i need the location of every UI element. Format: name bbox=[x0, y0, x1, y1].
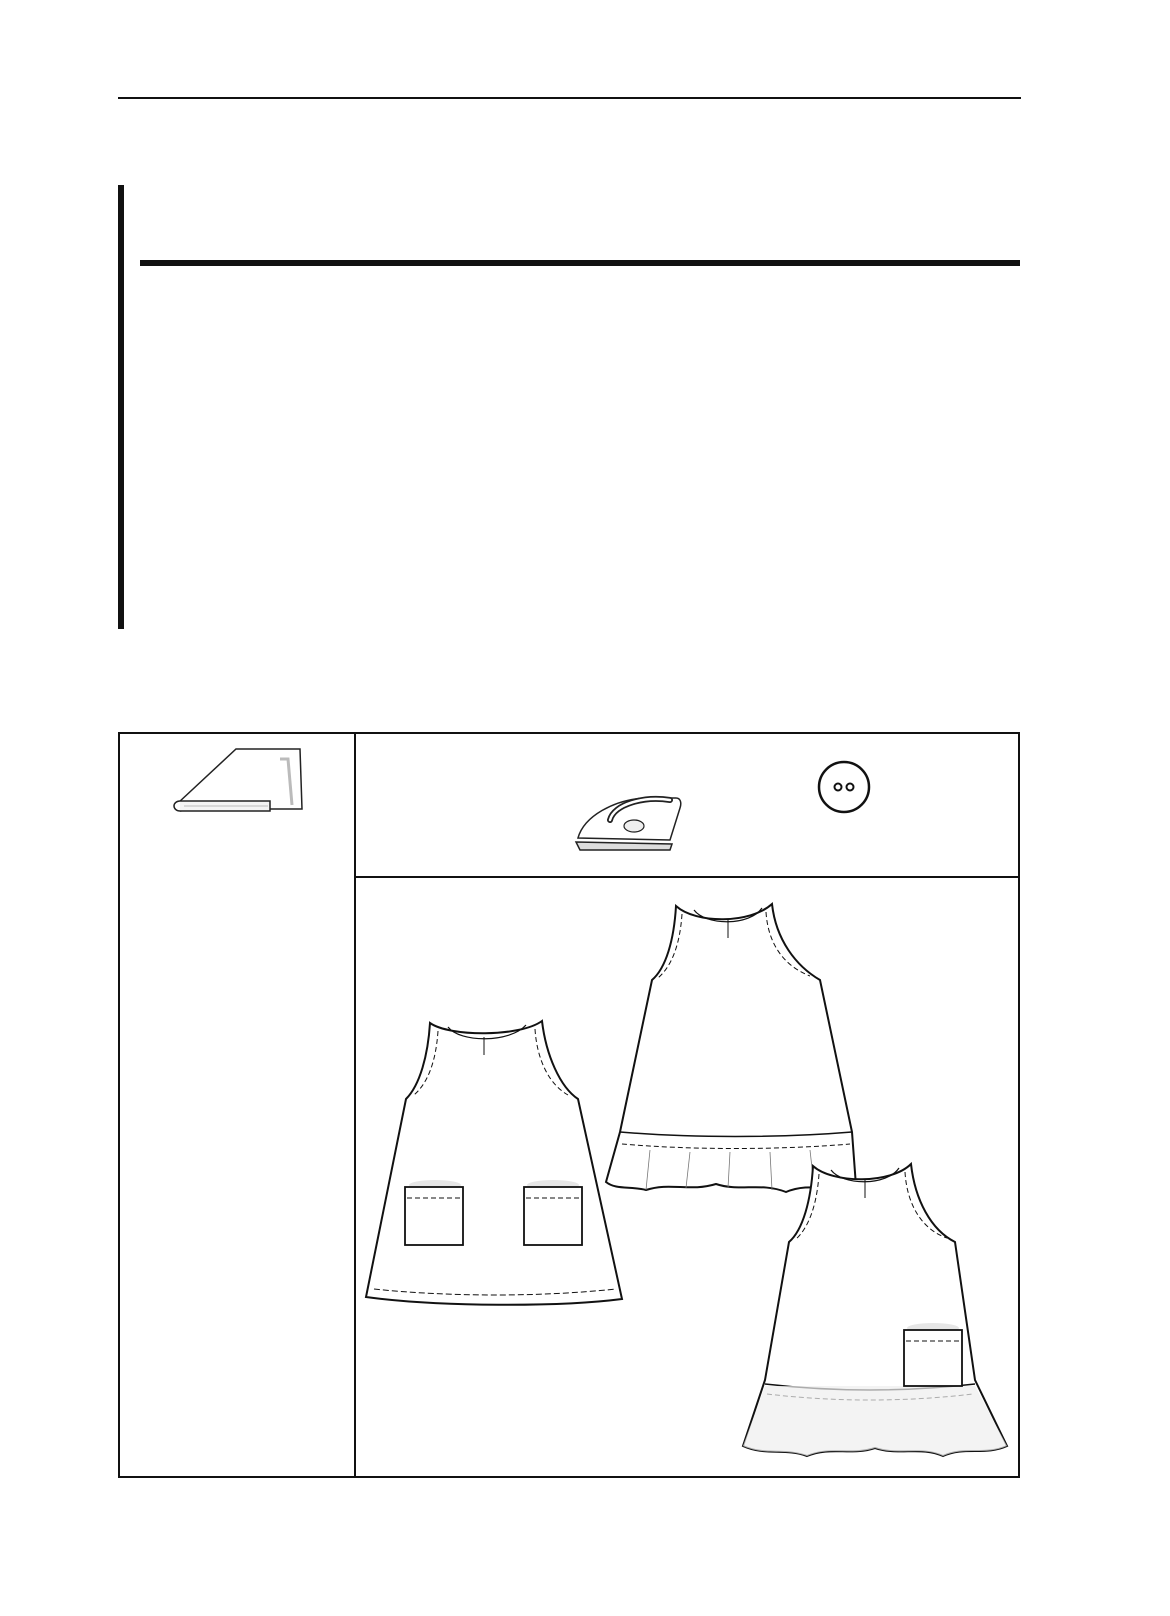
section-bar bbox=[118, 185, 124, 629]
notions-divider bbox=[356, 876, 1020, 878]
fabric-roll-icon bbox=[170, 745, 310, 820]
dress-a-illustration bbox=[360, 1015, 630, 1315]
info-box-divider bbox=[354, 732, 356, 1478]
dress-b-illustration bbox=[600, 900, 870, 1200]
yardage-table bbox=[140, 260, 1020, 632]
iron-icon bbox=[574, 790, 686, 854]
legend-with-nap bbox=[118, 638, 122, 655]
button-icon bbox=[817, 760, 871, 814]
header-rule bbox=[118, 97, 1021, 99]
dress-c-illustration bbox=[735, 1160, 1015, 1470]
legend-without-nap bbox=[1016, 638, 1020, 655]
table-top-rule bbox=[140, 260, 1020, 266]
